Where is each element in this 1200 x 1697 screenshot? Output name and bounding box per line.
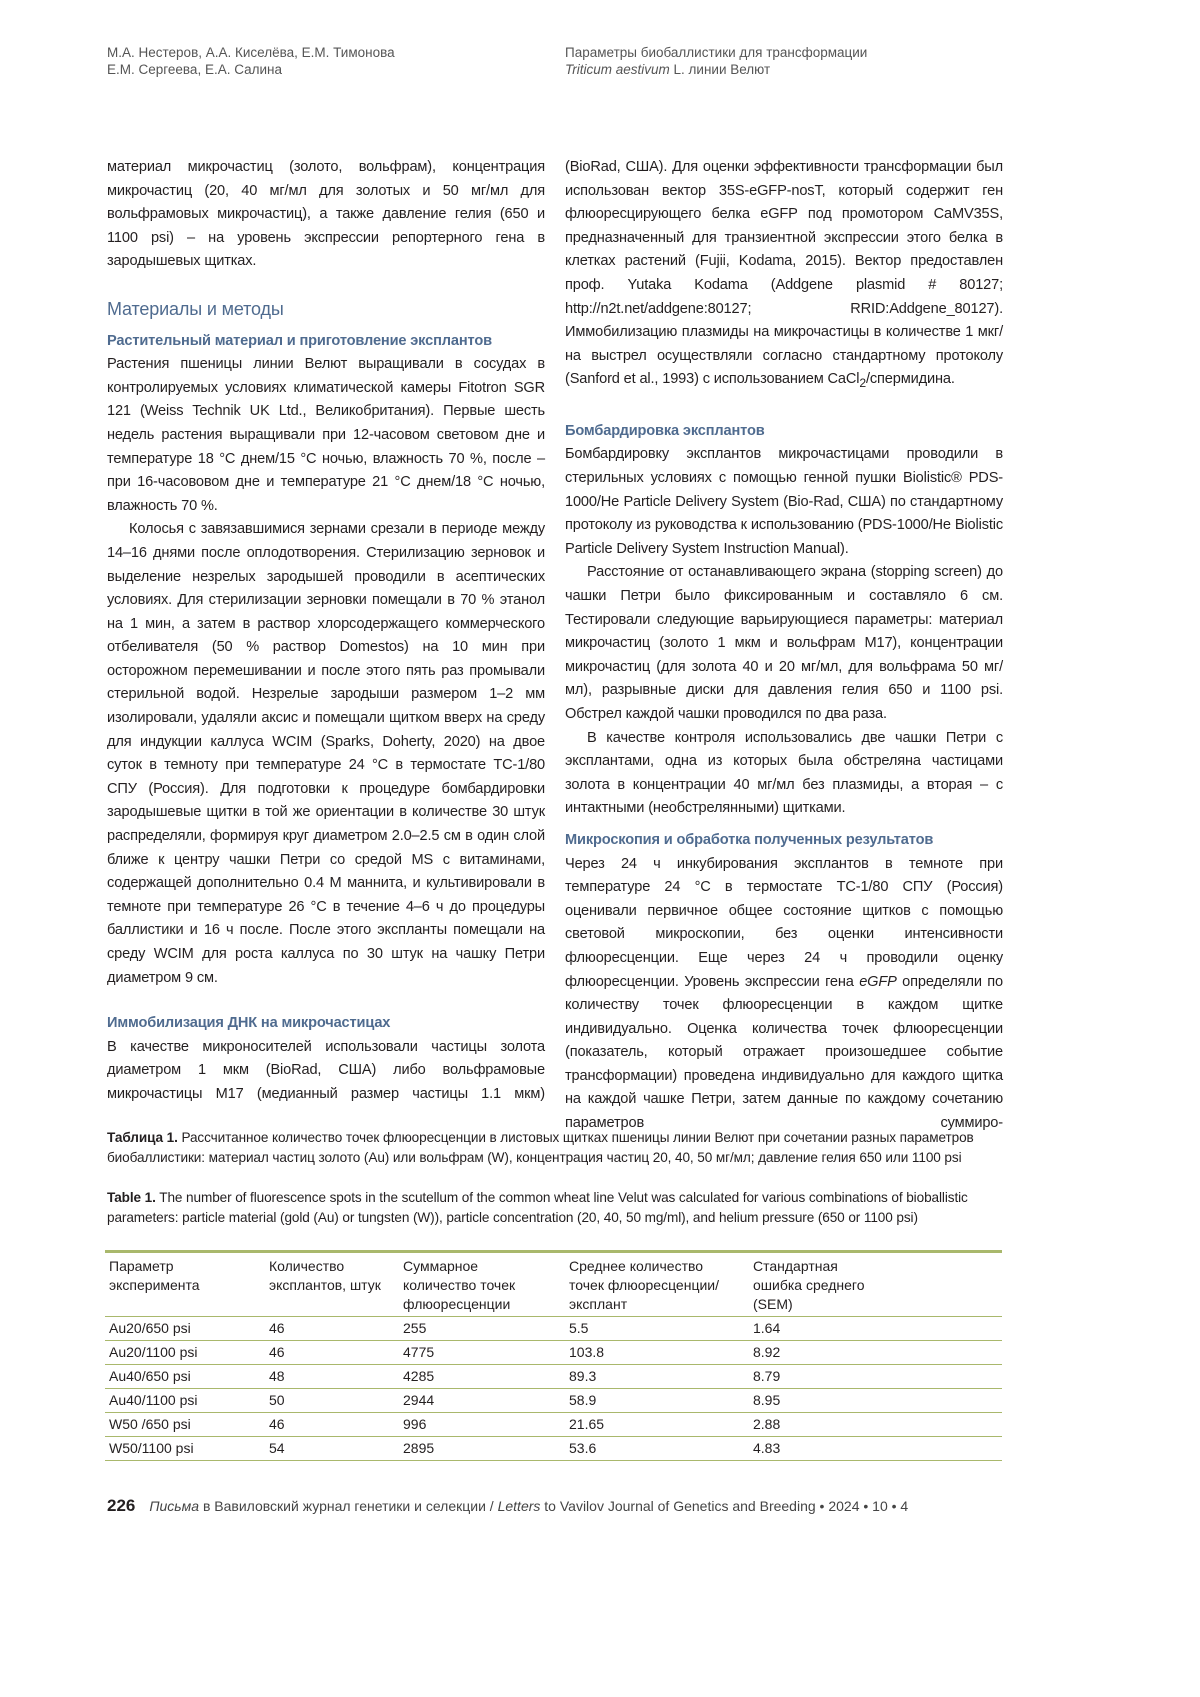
gene-name: eGFP bbox=[859, 974, 897, 990]
page-footer bbox=[107, 1496, 908, 1516]
results-table bbox=[105, 1250, 1002, 1461]
table-cell: Au20/650 psi bbox=[105, 1317, 265, 1341]
paragraph: Растения пшеницы линии Велют выращивали в сосудах в контролируемых условиях климатической камеры Fitotron SGR 121 (Weiss Technik UK Ltd., Великобритания). Первые шесть недель растения выращивали при 12-часовом световом дне и температуре 18 °C днем/15 °C ночью, влажность 70 %, после – при 16-часововом дне и температуре 21 °C днем/18 °C ночью, влажность 70 %. bbox=[107, 353, 545, 518]
table-cell: 2895 bbox=[399, 1437, 565, 1461]
column-header: Среднее количество точек флюоресценции/эксплант bbox=[565, 1252, 749, 1317]
table-row bbox=[105, 1413, 1002, 1437]
table-cell: 46 bbox=[265, 1341, 399, 1365]
table-cell: 4775 bbox=[399, 1341, 565, 1365]
table-cell: 8.95 bbox=[749, 1389, 1002, 1413]
table-row bbox=[105, 1365, 1002, 1389]
table-cell: Au40/650 psi bbox=[105, 1365, 265, 1389]
column-header: Суммарное количество точек флюоресценции bbox=[399, 1252, 565, 1317]
table-cell: 5.5 bbox=[565, 1317, 749, 1341]
running-header-authors bbox=[107, 44, 395, 78]
table-row bbox=[105, 1389, 1002, 1413]
subsection-heading: Иммобилизация ДНК на микрочастицах bbox=[107, 1012, 545, 1036]
title-rest: L. линии Велют bbox=[670, 62, 770, 77]
journal-text: в Вавиловский журнал генетики и селекции / bbox=[199, 1498, 498, 1514]
table-cell: 50 bbox=[265, 1389, 399, 1413]
page-number: 226 bbox=[107, 1496, 135, 1515]
species-name: Triticum aestivum bbox=[565, 62, 670, 77]
table-cell: 1.64 bbox=[749, 1317, 1002, 1341]
table-row bbox=[105, 1437, 1002, 1461]
table-cell: 53.6 bbox=[565, 1437, 749, 1461]
table-cell: 4285 bbox=[399, 1365, 565, 1389]
table-cell: 21.65 bbox=[565, 1413, 749, 1437]
paragraph: Колосья с завязавшимися зернами срезали в периоде между 14–16 днями после оплодотворения. Стерилизацию зерновок и выделение незрелых зародышей проводили в асептических условиях. Для стерилизации зерновки помещали в 70 % этанол на 1 мин, а затем в раствор хлорсодержащего коммерческого отбеливателя (50 % раствор Domestos) на 10 мин при осторожном перемешивании и после этого пять раз промывали стерильной водой. Незрелые зародыши размером 1–2 мм изолировали, удаляли аксис и помещали щитком вверх на среду для индукции каллуса WCIM (Sparks, Doherty, 2020) на двое суток в темноту при температуре 24 °C в термостате ТС-1/80 СПУ (Россия). Для подготовки к процедуре бомбардировки зародышевые щитки в той же ориентации в количестве 30 штук распределяли, формируя круг диаметром 2.0–2.5 см в один слой ближе к центру чашки Петри со средой MS с витаминами, содержащей дополнительно 0.4 М маннита, и культивировали в темноте при температуре 26 °C в течение 4–6 ч до процедуры баллистики и 16 ч после. После этого экспланты помещали на среду WCIM для роста каллуса по 30 штук на чашку Петри диаметром 9 см. bbox=[107, 518, 545, 990]
journal-text: to Vavilov Journal of Genetics and Breeding bbox=[540, 1498, 815, 1514]
right-column bbox=[565, 156, 1003, 1136]
text: /спермидина. bbox=[866, 371, 955, 387]
table-header-row bbox=[105, 1252, 1002, 1317]
section-heading: Материалы и методы bbox=[107, 298, 545, 322]
table-cell: 2944 bbox=[399, 1389, 565, 1413]
paragraph bbox=[565, 156, 1003, 396]
caption-label: Table 1. bbox=[107, 1190, 156, 1205]
journal-text: Письма bbox=[149, 1498, 199, 1514]
authors-line: М.А. Нестеров, А.А. Киселёва, Е.М. Тимонова bbox=[107, 44, 395, 61]
caption-label: Таблица 1. bbox=[107, 1130, 178, 1145]
column-header: Параметр эксперимента bbox=[105, 1252, 265, 1317]
column-header: Стандартная ошибка среднего (SEM) bbox=[749, 1252, 1002, 1317]
table-cell: 48 bbox=[265, 1365, 399, 1389]
table-cell: 58.9 bbox=[565, 1389, 749, 1413]
title-line bbox=[565, 61, 867, 78]
text: Через 24 ч инкубирования эксплантов в темноте при температуре 24 °C в термостате ТС-1/80 СПУ (Россия) оценивали первичное общее состояние щитков с помощью световой микроскопии, без оценки интенсивности флюоресценции. Еще через 24 ч проводили оценку флюоресценции. Уровень экспрессии гена bbox=[565, 856, 1003, 990]
table-caption-ru bbox=[107, 1128, 987, 1167]
table-cell: 54 bbox=[265, 1437, 399, 1461]
table-row bbox=[105, 1341, 1002, 1365]
paragraph: В качестве микроносителей использовали частицы золота диаметром 1 мкм (BioRad, США) либо вольфрамовые микрочастицы M17 (медианный размер частицы 1.1 мкм) bbox=[107, 1036, 545, 1107]
table-cell: 8.79 bbox=[749, 1365, 1002, 1389]
paragraph: Расстояние от останавливающего экрана (stopping screen) до чашки Петри было фиксированным и составляло 6 см. Тестировали следующие варьирующиеся параметры: материал микрочастиц (золото 1 мкм и вольфрам M17), концентрации микрочастиц (для золота 40 и 20 мг/мл, для вольфрама 50 мг/мл), разрывные диски для давления гелия 650 и 1100 psi. Обстрел каждой чашки проводился по два раза. bbox=[565, 561, 1003, 726]
table-cell: 4.83 bbox=[749, 1437, 1002, 1461]
table-cell: 996 bbox=[399, 1413, 565, 1437]
subsection-heading: Растительный материал и приготовление эксплантов bbox=[107, 330, 545, 354]
running-header-title bbox=[565, 44, 867, 78]
authors-line: Е.М. Сергеева, Е.А. Салина bbox=[107, 61, 395, 78]
table-row bbox=[105, 1317, 1002, 1341]
caption-text: Рассчитанное количество точек флюоресценции в листовых щитках пшеницы линии Велют при сочетании разных параметров биобаллистики: материал частиц золото (Au) или вольфрам (W), концентрация частиц 20, 40, 50 мг/мл; давление гелия 650 или 1100 psi bbox=[107, 1130, 974, 1165]
column-header: Количество эксплантов, штук bbox=[265, 1252, 399, 1317]
table-cell: 255 bbox=[399, 1317, 565, 1341]
paragraph: материал микрочастиц (золото, вольфрам), концентрация микрочастиц (20, 40 мг/мл для золотых и 50 мг/мл для вольфрамовых микрочастиц), а также давление гелия (650 и 1100 psi) – на уровень экспрессии репортерного гена в зародышевых щитках. bbox=[107, 156, 545, 274]
text: определяли по количеству точек флюоресценции в каждом щитке индивидуально. Оценка количества точек флюоресценции (показатель, который отражает произошедшее событие трансформации) проведена индивидуально для каждого щитка на каждой чашке Петри, затем данные по каждому сочетанию параметров суммиро- bbox=[565, 974, 1003, 1132]
table-cell: 8.92 bbox=[749, 1341, 1002, 1365]
paragraph: Бомбардировку эксплантов микрочастицами проводили в стерильных условиях с помощью генной пушки Biolistic® PDS-1000/He Particle Delivery System (Bio-Rad, США) по стандартному протоколу из руководства к использованию (PDS-1000/He Biolistic Particle Delivery System Instruction Manual). bbox=[565, 443, 1003, 561]
table-cell: 2.88 bbox=[749, 1413, 1002, 1437]
table-cell: Au40/1100 psi bbox=[105, 1389, 265, 1413]
table-cell: W50/1100 psi bbox=[105, 1437, 265, 1461]
journal-text: Letters bbox=[498, 1498, 541, 1514]
subscript: 2 bbox=[859, 376, 866, 390]
table-cell: 46 bbox=[265, 1317, 399, 1341]
table-cell: Au20/1100 psi bbox=[105, 1341, 265, 1365]
table-cell: 46 bbox=[265, 1413, 399, 1437]
text: (BioRad, США). Для оценки эффективности трансформации был использован вектор 35S-eGFP-nosT, который содержит ген флюоресцирующего белка eGFP под промотором CaMV35S, предназначенный для транзиентной экспрессии этого белка в клетках растений (Fujii, Kodama, 2015). Вектор предоставлен проф. Yutaka Kodama (Addgene plasmid # 80127; http://n2t.net/addgene:80127; RRID:Addgene_80127). Иммобилизацию плазмиды на микрочастицы в количестве 1 мкг/на выстрел осуществляли согласно стандартному протоколу (Sanford et al., 1993) с использованием CaCl bbox=[565, 159, 1003, 387]
table-cell: W50 /650 psi bbox=[105, 1413, 265, 1437]
caption-text: The number of fluorescence spots in the scutellum of the common wheat line Velut was calculated for various combinations of bioballistic parameters: particle material (gold (Au) or tungsten (W)), particle concentration (20, 40, 50 mg/ml), and helium pressure (650 or 1100 psi) bbox=[107, 1190, 968, 1225]
left-column bbox=[107, 156, 545, 1107]
title-line: Параметры биобаллистики для трансформации bbox=[565, 44, 867, 61]
subsection-heading: Микроскопия и обработка полученных результатов bbox=[565, 829, 1003, 853]
issue-info: • 2024 • 10 • 4 bbox=[816, 1498, 909, 1514]
table-caption-en bbox=[107, 1188, 987, 1227]
table-cell: 103.8 bbox=[565, 1341, 749, 1365]
subsection-heading: Бомбардировка эксплантов bbox=[565, 420, 1003, 444]
paragraph: В качестве контроля использовались две чашки Петри с эксплантами, одна из которых была обстреляна частицами золота в концентрации 40 мг/мл без плазмиды, а вторая – с интактными (необстрелянными) щитками. bbox=[565, 727, 1003, 821]
paragraph bbox=[565, 853, 1003, 1136]
table-cell: 89.3 bbox=[565, 1365, 749, 1389]
